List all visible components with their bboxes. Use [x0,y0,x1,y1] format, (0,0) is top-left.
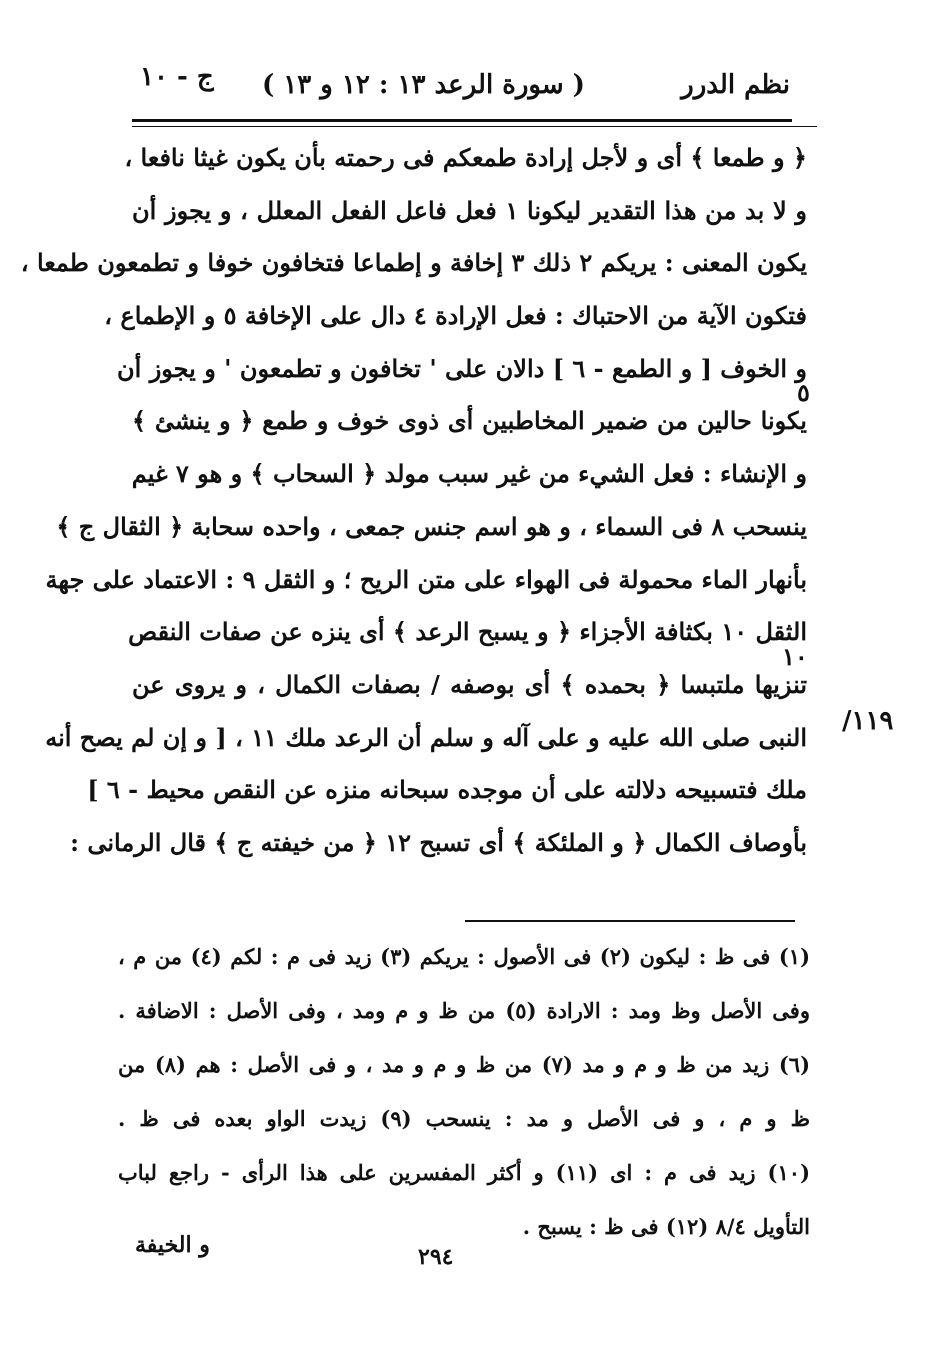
text-line: و لا بد من هذا التقدير ليكونا ١ فعل فاعل الفعل المعلل ، و يجوز أن [132,195,808,225]
text-line: و الخوف [ و الطمع - ٦ ] دالان على ' تخافون و تطمعون ' و يجوز أن [117,353,807,383]
text-line: يكونا حالين من ضمير المخاطبين أى ذوى خوف و طمع ﴿ و ينشئ ﴾ [132,406,807,436]
text-line: ﴿ و طمعا ﴾ أى و لأجل إرادة طمعكم فى رحمته بأن يكون غيثا نافعا ، [124,143,807,172]
header-rule-thin [132,126,817,127]
line-number-5: ٥ [797,378,810,407]
surah-reference: ( سورة الرعد ١٣ : ١٢ و ١٣ ) [261,70,585,100]
text-line: بأوصاف الكمال ﴿ و الملئكة ﴾ أى تسبح ١٢ ﴿ من خيفته ج ﴾ قال الرمانى : [70,827,807,857]
footnote-line: التأويل ٨/٤ (١٢) فى ظ : يسبح . [522,1214,810,1239]
margin-page-reference: /١١٩ [842,706,894,736]
text-line: ينسحب ٨ فى السماء ، و هو اسم جنس جمعى ، واحده سحابة ﴿ الثقال ج ﴾ [56,511,807,541]
text-line: تنزيها ملتبسا ﴿ بحمده ﴾ أى بوصفه / بصفات الكمال ، و يروى عن [132,669,807,699]
header-rule-thick [132,119,792,122]
catchword: و الخيفة [135,1232,210,1258]
footnote-line: (٦) زيد من ظ و م و مد (٧) من ظ و م و مد ، و فى الأصل : هم (٨) من [118,1052,810,1077]
book-title: نظم الدرر [681,70,790,100]
main-text [20,132,808,870]
text-line: النبى صلى الله عليه و على آله و سلم أن الرعد ملك ١١ ، [ و إن لم يصح أنه [45,722,807,752]
text-line: الثقل ١٠ بكثافة الأجزاء ﴿ و يسبح الرعد ﴾ أى ينزه عن صفات النقص [128,617,807,647]
footnote-line: ظ و م ، و فى الأصل و مد : ينسحب (٩) زيدت الواو بعده فى ظ . [118,1106,811,1131]
running-header [130,62,790,102]
footnotes [118,930,810,1254]
footnote-line: (١) فى ظ : ليكون (٢) فى الأصول : يريكم (٣) زيد فى م : لكم (٤) من م ، [118,944,811,969]
footnote-separator [465,920,795,922]
page-number: ٢٩٤ [418,1244,454,1270]
line-number-10: ١٠ [782,642,808,671]
volume-label: ج - ١٠ [140,62,214,92]
text-line: بأنهار الماء محمولة فى الهواء على متن الريح ؛ و الثقل ٩ : الاعتماد على جهة [45,564,807,594]
text-line: فتكون الآية من الاحتباك : فعل الإرادة ٤ دال على الإخافة ٥ و الإطماع ، [104,301,807,331]
text-line: يكون المعنى : يريكم ٢ ذلك ٣ إخافة و إطماعا فتخافون خوفا و تطمعون طمعا ، [20,248,807,278]
text-line: ملك فتسبيحه دلالته على أن موجده سبحانه منزه عن النقص محيط - ٦ ] [87,775,807,805]
text-line: و الإنشاء : فعل الشيء من غير سبب مولد ﴿ السحاب ﴾ و هو ٧ غيم [131,459,807,489]
footnote-line: (١٠) زيد فى م : اى (١١) و أكثر المفسرين على هذا الرأى - راجع لباب [118,1160,810,1185]
footnote-line: وفى الأصل وظ ومد : الارادة (٥) من ظ و م ومد ، وفى الأصل : الاضافة . [118,998,810,1023]
